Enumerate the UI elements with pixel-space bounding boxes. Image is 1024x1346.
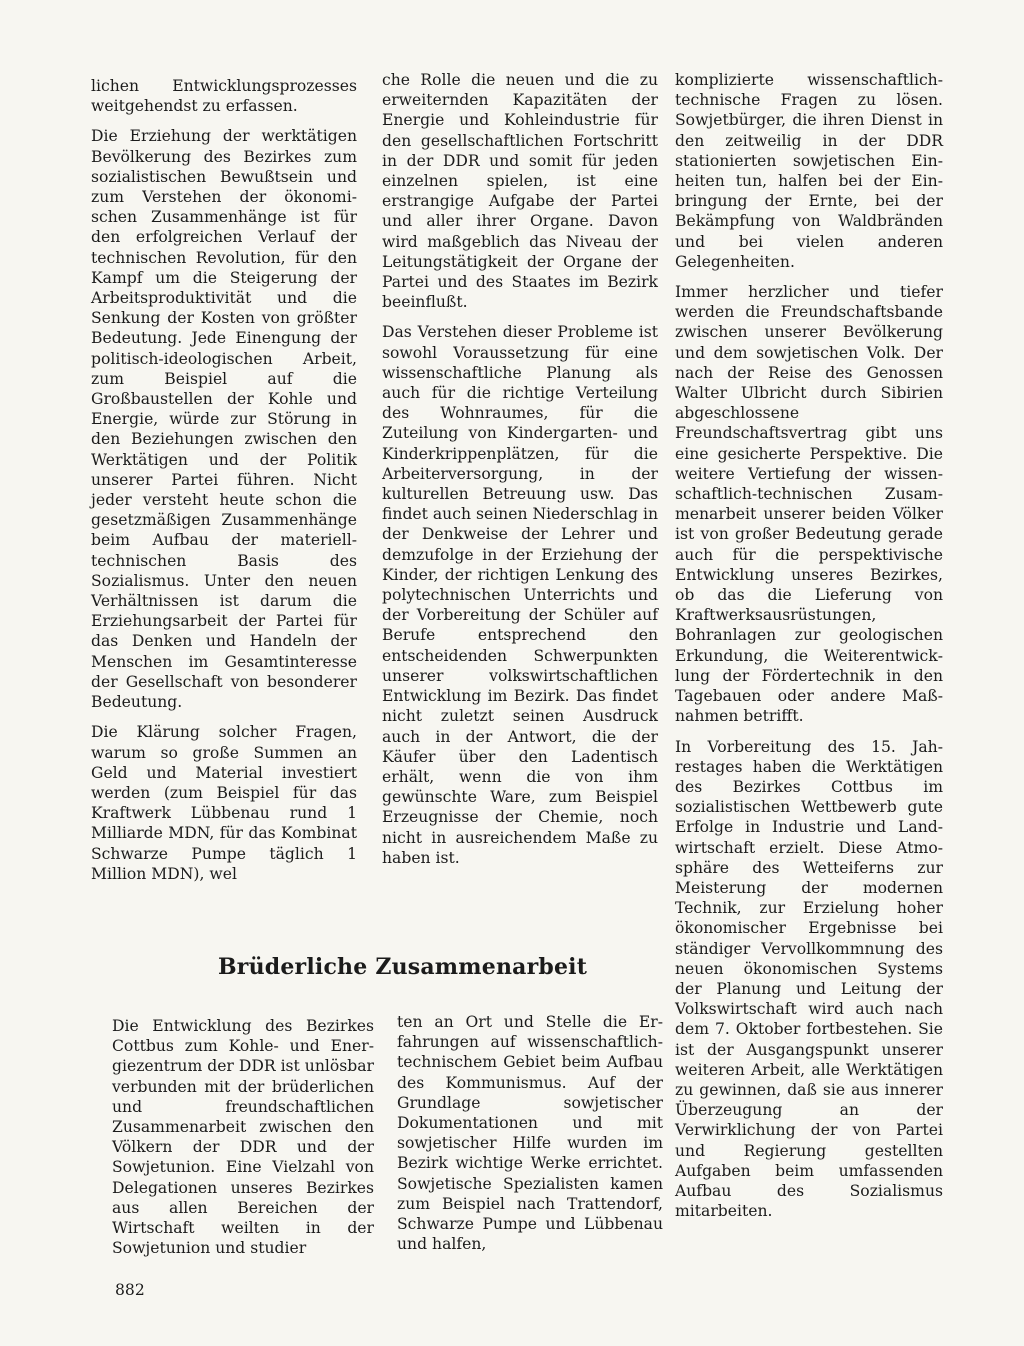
paragraph: ten an Ort und Stelle die Erfahrungen auf wissenschaftlich-technischem Gebiet beim Aufbau des Kommunismus. Auf der Grundlage sowjetischer Dokumentationen und mit sowjetischer Hilfe wurden im Bezirk wichtige Werke errichtet. Sowjetische Spezialisten kamen zum Beispiel nach Trattendorf, Schwarze Pumpe und Lübbenau und halfen,: [397, 1013, 663, 1254]
column-2: [382, 70, 658, 878]
paragraph: Die Entwicklung des Bezirkes Cottbus zum Kohle- und Energiezentrum der DDR ist unlösbar verbunden mit der brüderlichen und freundschaftlichen Zusammenarbeit zwischen den Völkern der DDR und der Sowjetunion. Eine Vielzahl von Delegationen unseres Bezirkes aus allen Bereichen der Wirtschaft weilten in der Sowjetunion und studier: [112, 1017, 374, 1258]
paragraph: che Rolle die neuen und die zu erweiternden Kapazitäten der Energie und Kohleindustrie für den gesellschaftlichen Fortschritt in der DDR und somit für jeden einzelnen spielen, ist eine erstrangige Aufgabe der Partei und aller ihrer Organe. Davon wird maßgeblich das Niveau der Leitungstätigkeit der Organe der Partei und des Staates im Bezirk beeinflußt.: [382, 71, 658, 312]
section-column-1: [112, 1016, 374, 1268]
paragraph: In Vorbereitung des 15. Jahrestages haben die Werktätigen des Bezirkes Cottbus im sozialistischen Wettbewerb gute Erfolge in Industrie und Landwirtschaft erzielt. Diese Atmosphäre des Wetteiferns zur Meisterung der modernen Technik, zur Erzielung hoher ökonomischer Ergebnisse bei ständiger Vervollkommnung des neuen ökonomischen Systems der Planung und Leitung der Volkswirtschaft wird auch nach dem 7. Oktober fortbestehen. Sie ist der Ausgangspunkt unserer weiteren Arbeit, alle Werktätigen zu gewinnen, daß sie aus innerer Überzeugung an der Verwirklichung der von Partei und Regierung gestellten Aufgaben beim umfassenden Aufbau des Sozialismus mitarbeiten.: [675, 737, 943, 1221]
section-column-2: [397, 1012, 663, 1264]
paragraph: Immer herzlicher und tiefer werden die Freundschaftsbande zwischen unserer Bevölkerung und dem sowjetischen Volk. Der nach der Reise des Genossen Walter Ulbricht durch Sibirien abgeschlossene Freundschaftsvertrag gibt uns eine gesicherte Perspektive. Die weitere Vertiefung der wissenschaftlich-technischen Zusammenarbeit unserer beiden Völker ist von großer Bedeutung gerade auch für die perspektivische Entwicklung unseres Bezirkes, ob das die Lieferung von Kraftwerksausrüstungen, Bohranlagen zur geologischen Erkundung, die Weiterentwicklung der Fördertechnik in den Tagebauen oder andere Maßnahmen betrifft.: [675, 283, 943, 726]
page-number: 882: [115, 1281, 145, 1299]
paragraph: Das Verstehen dieser Probleme ist sowohl Voraussetzung für eine wissenschaftliche Planung als auch für die richtige Verteilung des Wohnraumes, für die Zuteilung von Kindergarten- und Kinderkrippenplätzen, für die Arbeiterversorgung, in der kulturellen Betreuung usw. Das findet auch seinen Niederschlag in der Denkweise der Lehrer und demzufolge in der Erziehung der Kinder, der richtigen Lenkung des polytechnischen Unterrichts und der Vorbereitung der Schüler auf Berufe entsprechend den entscheidenden Schwerpunkten unserer volkswirtschaftlichen Entwicklung im Bezirk. Das findet nicht zuletzt seinen Ausdruck auch in der Antwort, die der Käufer über den Ladentisch erhält, wenn die von ihm gewünschte Ware, zum Beispiel Erzeugnisse der Chemie, noch nicht in ausreichendem Maße zu haben ist.: [382, 323, 658, 867]
column-1: [91, 76, 357, 894]
paragraph: Die Erziehung der werktätigen Bevölkerung des Bezirkes zum sozialistischen Bewußtsein und zum Verstehen der ökonomischen Zusammenhänge ist für den erfolgreichen Verlauf der technischen Revolution, für den Kampf um die Steigerung der Arbeitsproduktivität und die Senkung der Kosten von größter Bedeutung. Jede Einengung der politisch-ideologischen Arbeit, zum Beispiel auf die Großbaustellen der Kohle und Energie, würde zur Störung in den Beziehungen zwischen den Werktätigen und der Politik unserer Partei führen. Nicht jeder versteht heute schon die gesetzmäßigen Zusammenhänge beim Aufbau der materiell-technischen Basis des Sozialismus. Unter den neuen Verhältnissen ist darum die Erziehungsarbeit der Partei für das Denken und Handeln der Menschen im Gesamtinteresse der Gesellschaft von besonderer Bedeutung.: [91, 127, 357, 712]
section-heading: Brüderliche Zusammenarbeit: [218, 954, 588, 980]
paragraph: lichen Entwicklungsprozesses weitgehendst zu erfassen.: [91, 77, 357, 116]
paragraph: komplizierte wissenschaftlich-technische Fragen zu lösen. Sowjetbürger, die ihren Dienst in den zeitweilig in der DDR stationierten sowjetischen Einheiten tun, halfen bei der Einbringung der Ernte, bei der Bekämpfung von Waldbränden und bei vielen anderen Gelegenheiten.: [675, 71, 943, 271]
column-3: [675, 70, 943, 1231]
paragraph: Die Klärung solcher Fragen, warum so große Summen an Geld und Material investiert werden (zum Beispiel für das Kraftwerk Lübbenau rund 1 Milliarde MDN, für das Kombinat Schwarze Pumpe täglich 1 Million MDN), wel: [91, 723, 357, 883]
